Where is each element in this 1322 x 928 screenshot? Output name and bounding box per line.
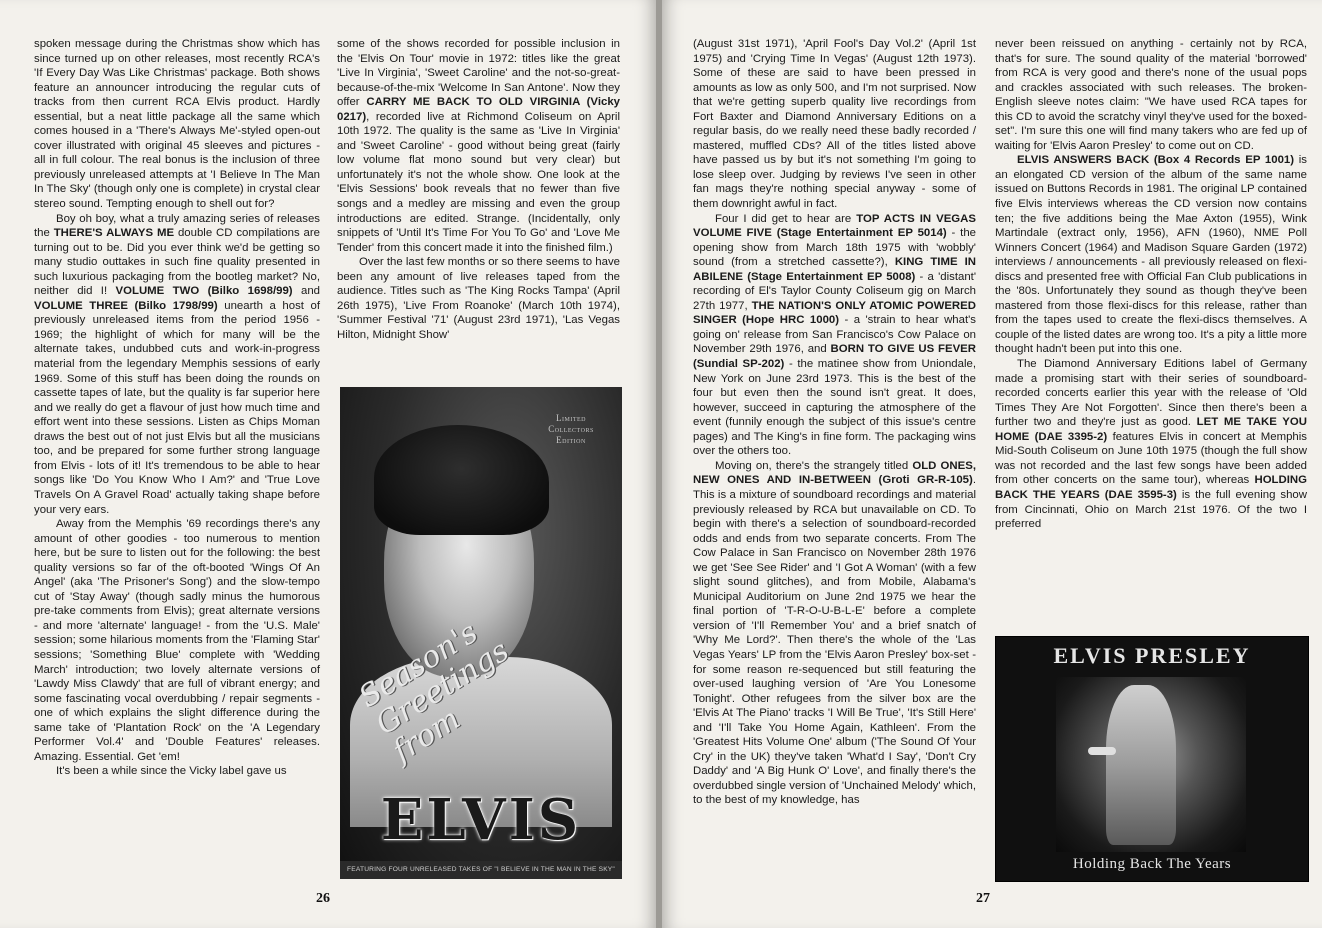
right-col1-paragraph-3: Moving on, there's the strangely titled OLD ONES, NEW ONES AND IN-BETWEEN (Groti GR-R-105). This is a mixture of soundboard recordings and material previously released by RCA but unavailable on CD. To begin with there's a selection of soundboard-recorded odds and ends from two separate concerts. From The Cow Palace in San Francisco on November 28th 1976 we get 'See See Rider' and 'I Got A Woman' (with a few slight sound glitches), and from Mobile, Alabama's Municipal Auditorium on June 2nd 1975 we hear the final portion of 'T-R-O-U-B-L-E' before a complete version of 'I'll Remember You' and a brief snatch of 'Why Me Lord?'. Then there's the whole of the 'Las Vegas Years' LP from the 'Elvis Aaron Presley' box-set - for some reason re-sequenced but still featuring the over-used laughing version of 'Are You Lonesome Tonight'. Other refugees from the silver box are the 'Elvis At The Piano' tracks 'I Will Be True', 'It's Still Here' and 'I'll Take You Home Again, Kathleen'. From the 'Greatest Hits Volume One' album ('The Sound Of Your Cry' in the UK) they've taken 'What'd I Say', 'Don't Cry Daddy' and 'A Big Hunk O' Love', and finally there's the overdubbed single version of 'Unchained Melody' which, to the best of my knowledge, has	[693, 459, 976, 807]
poster-title: ELVIS	[380, 787, 582, 853]
seasons-greetings-script: Season's Greetings from	[352, 615, 516, 770]
page-number-right: 27	[976, 891, 990, 906]
elvis-seasons-greetings-cover-image	[340, 387, 622, 879]
left-col1-paragraph-4: It's been a while since the Vicky label gave us	[56, 765, 287, 778]
right-page-column-2	[995, 37, 1307, 532]
left-col2-paragraph-2: Over the last few months or so there seems to have been any amount of live releases taped from the audience. Titles such as 'The King Rocks Tampa' (April 26th 1975), 'Live From Roanoke' (March 10th 1974), 'Summer Festival '71' (August 23rd 1971), 'Las Vegas Hilton, Midnight Show'	[337, 256, 620, 341]
cover-performer-figure	[1106, 685, 1176, 845]
left-col1-paragraph-1: spoken message during the Christmas show which has since turned up on other releases, most recently RCA's 'If Every Day Was Like Christmas' package. Both shows feature an announcer introducing the regular cuts of tracks from then current RCA Elvis product. Hardly essential, but a neat little package all the same which comes housed in a 'There's Always Me'-styled open-out cover illustrated with original 45 sleeves and pictures - all in full colour. The real bonus is the inclusion of three previously unreleased attempts at 'I Believe In The Man In The Sky' (though only one is complete) in crystal clear stereo sound. Tempting enough to shell out for?	[34, 38, 320, 211]
holding-back-the-years-cover-image	[995, 636, 1309, 882]
poster-hair-shape	[374, 425, 549, 535]
right-col2-paragraph-2: ELVIS ANSWERS BACK (Box 4 Records EP 1001) is an elongated CD version of the album of the same name issued on Buttons Records in 1981. The original LP contained five Elvis interviews whereas the CD version now contains ten; the five additions being the Mae Axton (1955), Wink Martindale (extract only, 1956), AFN (1960), NME Poll Winners Concert (1964) and Madison Square Garden (1972) interviews / announcements - all previously released on flexi-discs and presented free with Official Fan Club publications in the '80s. Unfortunately they sound as though they've been mastered from those flexi-discs for this release, rather than from the tapes used to create the flexi-discs themselves. A couple of the listed dates are wrong too. It's a pity a little more thought hadn't been put into this one.	[995, 154, 1307, 356]
left-col1-paragraph-3: Away from the Memphis '69 recordings there's any amount of other goodies - too numerous to mention here, but be sure to listen out for the following: the best quality versions so far of the oft-booted 'Wings Of An Angel' (aka 'The Prisoner's Song') and the slow-tempo cut of 'Stay Away' (though sadly minus the humorous pre-take comments from Elvis); great alternate versions - and more 'alternate' language! - from the 'U.S. Male' session; some hilarious moments from the 'Flaming Star' sessions; 'Something Blue' complete with 'Wedding March' introduction; two lovely alternate versions of 'Lawdy Miss Clawdy' that are full of vibrant energy; and some fascinating vocal overdubbing / repair segments - one of which explains the slight difference during the same take of 'Plantation Rock' on the 'A Legendary Performer Vol.4' and 'Double Features' releases. Amazing. Essential. Get 'em!	[34, 518, 320, 763]
left-page-column-2	[337, 37, 620, 342]
left-page-column-1	[34, 37, 320, 779]
left-col2-paragraph-1: some of the shows recorded for possible inclusion in the 'Elvis On Tour' movie in 1972: titles like the great 'Live In Virginia', 'Sweet Caroline' and the not-so-great-because-of-the-mix 'Welcome In San Antone'. Now they offer CARRY ME BACK TO OLD VIRGINIA (Vicky 0217), recorded live at Richmond Coliseum on April 10th 1972. The quality is the same as 'Live In Virginia' and 'Sweet Caroline' - good without being great (fairly low volume flat mono sound but very clear) but unfortunately it's not the whole show. One look at the 'Elvis Sessions' book reveals that no fewer than five songs and a medley are missing and even the group introductions are edited. Strange. (Incidentally, only snippets of 'Until It's Time For You To Go' and 'Love Me Tender' from this concert made it into the finished film.)	[337, 38, 620, 254]
right-col2-paragraph-1: never been reissued on anything - certainly not by RCA, that's for sure. The sound quality of the material 'borrowed' from RCA is very good and there's none of the usual pops and crackles associated with such releases. The broken-English sleeve notes claim: "We have used RCA tapes for this CD to avoid the scratchy vinyl they've used for the boxed-set". I'm sure this one will find many takers who are fed up of waiting for 'Elvis Aaron Presley' to come out on CD.	[995, 38, 1307, 152]
page-number-left: 26	[316, 891, 330, 906]
right-col2-paragraph-3: The Diamond Anniversary Editions label of Germany made a promising start with their series of soundboard-recorded concerts earlier this year with the release of 'Old Times They Are Not Forgotten'. Since then there's been a further two and they're just as good. LET ME TAKE YOU HOME (DAE 3395-2) features Elvis in concert at Memphis Mid-South Coliseum on June 10th 1975 (though the full show was not recorded and the last few songs have been added from other concerts on the same tour), whereas HOLDING BACK THE YEARS (DAE 3595-3) is the full evening show from Cincinnati, Ohio on March 21st 1976. Of the two I preferred	[995, 358, 1307, 531]
left-page	[0, 0, 656, 928]
right-col1-paragraph-2: Four I did get to hear are TOP ACTS IN VEGAS VOLUME FIVE (Stage Entertainment EP 5014) - the opening show from March 18th 1975 with 'wobbly' sound (from a stretched cassette?), KING TIME IN ABILENE (Stage Entertainment EP 5008) - a 'distant' recording of El's Taylor County Coliseum gig on March 27th 1977, THE NATION'S ONLY ATOMIC POWERED SINGER (Hope HRC 1000) - a 'strain to hear what's going on' release from San Francisco's Cow Palace on November 29th 1976, and BORN TO GIVE US FEVER (Sundial SP-202) - the matinee show from Uniondale, New York on June 23rd 1973. This is the best of the four but even then the sound isn't great. It does, however, succeed in capturing the atmosphere of the event (funnily enough the subject of this issue's centre pages) and The King's in fine form. The packaging wins over the others too.	[693, 212, 977, 458]
left-col1-paragraph-2: Boy oh boy, what a truly amazing series of releases the THERE'S ALWAYS ME double CD compilations are turning out to be. Did you ever think we'd be getting so many studio outtakes in such fine quality presented in such luxurious packaging from the bootleg market? No, neither did I! VOLUME TWO (Bilko 1698/99) and VOLUME THREE (Bilko 1798/99) unearth a host of previously unreleased items from the period 1956 - 1969; the highlight of which for many will be the alternate takes, undubbed cuts and work-in-progress material from the legendary Memphis sessions of early 1969. Some of this stuff has been doing the rounds on cassette tapes of late, but the quality is far superior here and we really do get a flavour of just how much time and effort went into these sessions. Listen as Chips Moman draws the best out of not just Elvis but all the musicians too, and be prepared for some further strong language from Elvis - lots of it! It's tremendous to be able to hear songs like 'Do You Know Who I Am?' and 'True Love Travels On A Gravel Road' actually taking shape before your very ears.	[34, 212, 321, 516]
right-col1-paragraph-1: (August 31st 1971), 'April Fool's Day Vol.2' (April 1st 1975) and 'Crying Time In Vegas' (August 12th 1973). Some of these are said to have been pressed in amounts as low as only 500, and I'm not surprised. Now that we're getting superb quality live recordings from Fort Baxter and Diamond Anniversary Editions on a regular basis, do we really need these badly recorded / mastered, muffled CDs? All of the titles listed above have passed us by but it's not something I'm going to lose sleep over. Judging by reviews I've seen in other fan mags they're nothing special anyway - some of them downright awful in fact.	[693, 38, 976, 211]
right-page-column-1	[693, 37, 976, 808]
cover-footer-title: Holding Back The Years	[1072, 856, 1232, 872]
cover-header: ELVIS PRESLEY	[1053, 643, 1251, 668]
poster-caption-strip: FEATURING FOUR UNRELEASED TAKES OF "I BELIEVE IN THE MAN IN THE SKY"	[340, 861, 622, 879]
limited-edition-label: Limited Collectors Edition	[548, 413, 594, 445]
microphone-icon	[1088, 747, 1116, 755]
